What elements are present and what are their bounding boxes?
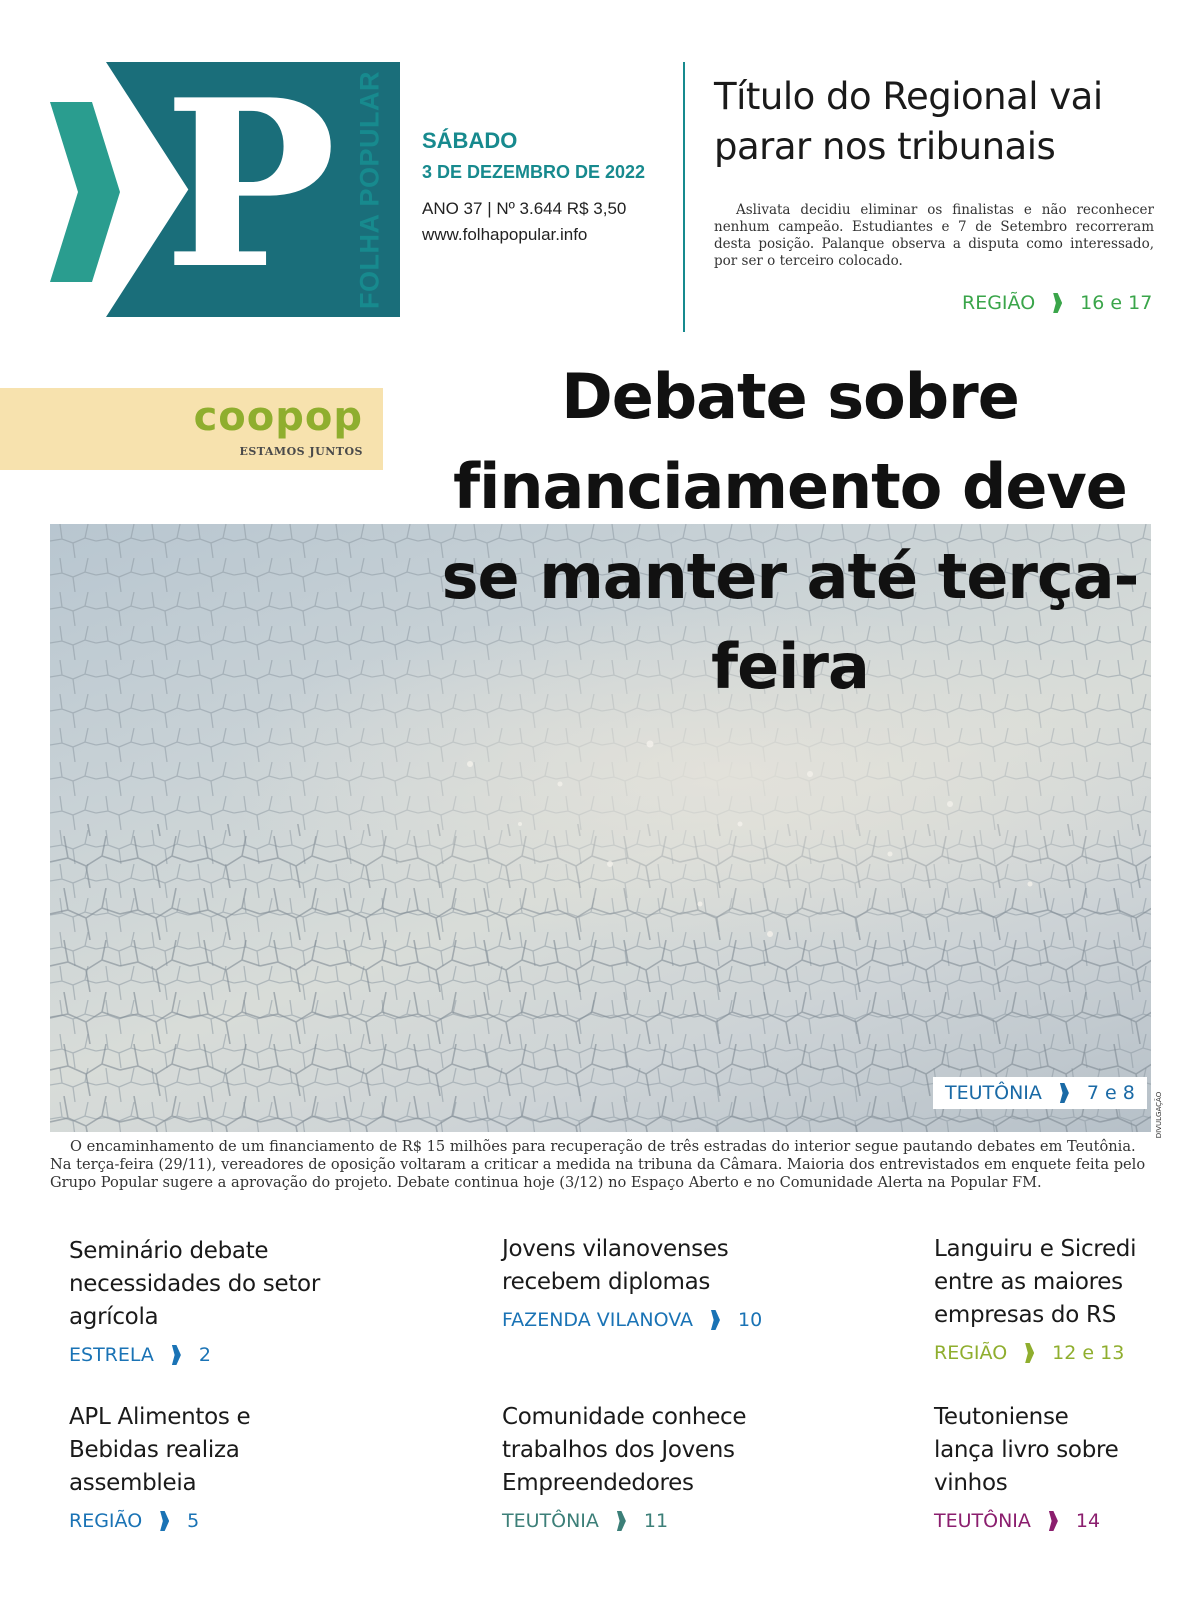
page-numbers: 10 <box>737 1309 763 1331</box>
logo-chevron-shape <box>50 102 120 282</box>
story-card[interactable] <box>502 1233 792 1331</box>
chevron-right-icon <box>617 1511 626 1531</box>
story-section-tag[interactable] <box>502 1309 792 1331</box>
top-story-title[interactable]: Título do Regional vai parar nos tribunais <box>714 75 1103 168</box>
page-numbers: 2 <box>198 1344 211 1366</box>
masthead-logo <box>50 50 390 320</box>
newspaper-name <box>350 62 390 317</box>
story-title: Languiru e Sicredi entre as maiores empresas do RS <box>934 1236 1137 1328</box>
coopop-banner[interactable] <box>0 388 383 470</box>
masthead-divider <box>683 62 685 332</box>
photo-caption: O encaminhamento de um financiamento de R$ 15 milhões para recuperação de três estradas do interior segue pautando debates em Teutônia. Na terça-feira (29/11), vereadores de oposição voltaram a criticar a medida na tribuna da Câmara. Maioria dos entrevistados em enquete feita pelo Grupo Popular sugere a aprovação do projeto. Debate continua hoje (3/12) no Espaço Aberto e no Comunidade Alerta na Popular FM. <box>50 1138 1146 1191</box>
story-section-tag[interactable] <box>934 1510 1134 1532</box>
edition-day: SÁBADO <box>422 128 518 153</box>
page-numbers: 14 <box>1075 1510 1101 1532</box>
story-card[interactable] <box>502 1401 792 1532</box>
photo-credit-text: DIVULGAÇÃO <box>1155 1091 1163 1139</box>
page-numbers: 16 e 17 <box>1080 292 1153 314</box>
story-section-tag[interactable] <box>502 1510 792 1532</box>
story-title: Seminário debate necessidades do setor agrícola <box>69 1238 320 1330</box>
main-story-section-tag[interactable] <box>933 1077 1147 1109</box>
chevron-right-icon <box>711 1310 720 1330</box>
edition-date: 3 DE DEZEMBRO DE 2022 <box>422 162 646 182</box>
chevron-right-icon <box>160 1511 169 1531</box>
page-numbers: 11 <box>643 1510 669 1532</box>
coopop-logo: coopop <box>193 394 363 440</box>
newspaper-name-text: FOLHA POPULAR <box>354 70 385 309</box>
section-label: REGIÃO <box>934 1342 1008 1364</box>
section-label: FAZENDA VILANOVA <box>502 1309 693 1331</box>
story-card[interactable] <box>934 1401 1134 1532</box>
section-label: TEUTÔNIA <box>934 1510 1031 1532</box>
page-numbers: 7 e 8 <box>1086 1082 1135 1104</box>
story-section-tag[interactable] <box>69 1510 299 1532</box>
chevron-right-icon <box>1053 293 1062 313</box>
story-card[interactable] <box>934 1233 1174 1364</box>
story-title: Jovens vilanovenses recebem diplomas <box>502 1236 729 1295</box>
section-label: ESTRELA <box>69 1344 154 1366</box>
main-headline[interactable]: Debate sobre financiamento deve se manter até terça-feira <box>441 360 1139 703</box>
logo-letter: P <box>163 50 337 320</box>
chevron-right-icon <box>172 1345 181 1365</box>
section-label: TEUTÔNIA <box>945 1082 1042 1104</box>
chevron-right-icon <box>1025 1343 1034 1363</box>
photo-credit <box>1152 1085 1166 1145</box>
story-title: APL Alimentos e Bebidas realiza assembleia <box>69 1404 251 1496</box>
chevron-right-icon <box>1049 1511 1058 1531</box>
section-label: REGIÃO <box>69 1510 143 1532</box>
top-story <box>714 72 1154 270</box>
website-link[interactable]: www.folhapopular.info <box>422 225 588 244</box>
edition-info: ANO 37 | Nº 3.644 R$ 3,50 <box>422 199 627 218</box>
page-numbers: 5 <box>187 1510 200 1532</box>
story-title: Teutoniense lança livro sobre vinhos <box>934 1404 1119 1496</box>
date-block <box>422 128 672 245</box>
chevron-right-icon <box>1060 1083 1069 1103</box>
story-card[interactable] <box>69 1235 359 1366</box>
top-story-text: Aslivata decidiu eliminar os finalistas e não reconhecer nenhum campeão. Estudiantes e 7 de Setembro recorreram desta posição. Palanque observa a disputa como interessado, por ser o terceiro colocado. <box>714 202 1154 269</box>
story-section-tag[interactable] <box>934 1342 1174 1364</box>
story-section-tag[interactable] <box>69 1344 359 1366</box>
page-numbers: 12 e 13 <box>1052 1342 1125 1364</box>
story-card[interactable] <box>69 1401 299 1532</box>
coopop-slogan: ESTAMOS JUNTOS <box>239 445 363 458</box>
section-label: REGIÃO <box>962 292 1036 314</box>
section-label: TEUTÔNIA <box>502 1510 599 1532</box>
top-story-section-tag[interactable] <box>962 292 1152 314</box>
story-title: Comunidade conhece trabalhos dos Jovens Empreendedores <box>502 1404 747 1496</box>
